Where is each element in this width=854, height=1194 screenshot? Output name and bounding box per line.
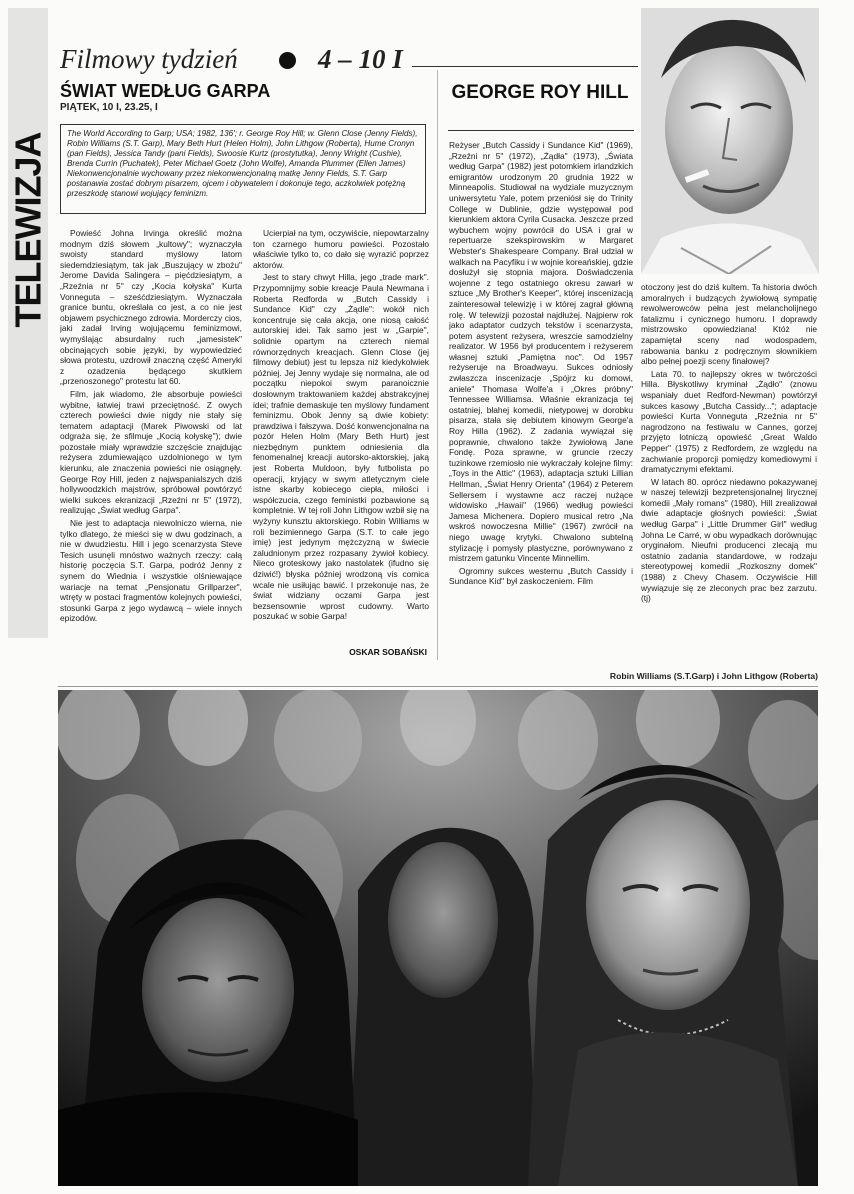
article-column-1 [60,228,242,688]
photo-caption: Robin Williams (S.T.Garp) i John Lithgow (Roberta) [609,671,818,681]
director-column-2 [641,282,817,660]
paragraph: Powieść Johna Irvinga określić można modnym dziś słowem „kultowy"; wyznaczyła swoisty standard myślowy latom siedemdziesiątym, tak jak „Buszujący w zbożu" Jerome Davida Salingera – pięćdziesiątym, a „Rzeźnia nr 5" czy „Kocia kołyska" Kurta Vonneguta – sześćdziesiątym. Wyznaczała granice buntu, określała co jest, a co nie jest objawem psychicznego zdrowia. Morderczy cios, jaki zadał Irving wojującemu feminizmowi, wymyślając absurdalny ruch „jamesistek" obcinających sobie języki, by wypowiedzieć słowa protestu, uzdrowił znaczną część Ameryki z ozadzenia będącego skutkiem „przenoszonego" protestu lat 60. [60,228,242,387]
paragraph: Jest to stary chwyt Hilla, jego „trade mark". Przypomnijmy sobie kreacje Paula Newmana i Roberta Redforda w „Butch Cassidy i Sundance Kid" czy „Żądle": wokół nich koncentruje się cała akcja, one niosą całość autorskiej idei. Tak samo jest w „Garpie", solidnie opartym na czterech niemal równorzędnych kreacjach. Glenn Close (jej filmowy debiut) jest tu lepsza niż kiedykolwiek później. Jej Jenny wydaje się normalna, ale od początku niepokoi swym paranoicznie dosłownym traktowaniem każdej abstrakcyjnej idei; trafnie demaskuje ten myślowy fundament feminizmu. Obok Jenny są dwie kobiety: prawdziwa i fałszywa. Dość konwencjonalna na pozór Helen Holm (Mary Beth Hurt) jest niezbędnym punktem odniesienia dla fenomenalnej kreacji autorsko-aktorskiej, jaką jest Roberta Muldoon, były futbolista po operacji, kryjący w swym atletycznym ciele istne skarby kobiecego ciepła, miłości i współczucia, czego feministki pozbawione są kompletnie. W tej roli John Lithgow wzbił się na wyżyny kunsztu aktorskiego. Robin Williams w roli bezimiennego Garpa (S.T. to całe jego imię) jest jedynym mężczyzną w świecie zaludnionym przez rozpasany żywioł kobiecy. Nieco groteskowy jako nastolatek (ifudno się dziwić!) błyska później wrodzoną vis comica wcale nie usiłując bawić. I przekonuje nas, że świat widziany oczami Garpa jest bezsensownie wprost cudowny. Warto poszukać w sobie Garpa! [253,272,429,622]
paragraph: Lata 70. to najlepszy okres w twórczości Hilla. Błyskotliwy kryminał „Żądło" (znowu wspaniały duet Redford-Newman) powtórzył sukces kasowy „Butcha Cassidy..."; adaptacje powieści Kurta Vonneguta „Rzeźnia nr 5" nagrodzono na festiwalu w Cannes, gorzej przyjęto lotniczą opowieść „Great Waldo Pepper" (1975) z Redfordem, ze względu na zachwianie proporcji pomiędzy komediowymi i dramatycznymi efektami. [641,368,817,475]
paragraph: Ucierpiał na tym, oczywiście, niepowtarzalny ton czarnego humoru powieści. Pozostało właściwie tylko to, co dało się wyrazić poprzez aktorów. [253,228,429,270]
header-dates: 4 – 10 I [318,44,403,74]
section-label-text: TELEWIZJA [7,132,48,328]
paragraph: Film, jak wiadomo, źle absorbuje powieści wybitne, łatwiej trawi przeciętność. Z owych czterech powieści dwie nigdy nie stały się tematem adaptacji (Marek Piwowski od lat odgraża się, że sfilmuje „Kocią kołyskę"); dwie pozostałe miały wprawdzie szczęście znajdując reżysera zdumiewająco uzdolnionego w tym kierunku, ale znaczenia powieści nie osiągnęły. George Roy Hill, jeden z najwspanialszych dziś hollywoodzkich majstrów, spróbował powtórzyć wielki sukces ekranizacji „Rzeźni nr 5" (1972), realizując „Świat według Garpa". [60,388,242,516]
header-title: Filmowy tydzień [60,44,238,74]
broadcast-time: PIĄTEK, 10 I, 23.25, I [60,102,158,113]
paragraph: Ogromny sukces westernu „Butch Cassidy i Sundance Kid" był zaskoczeniem. Film [449,565,633,587]
director-portrait-photo [641,8,819,274]
film-still-image [58,690,818,1186]
paragraph: Reżyser „Butch Cassidy i Sundance Kid" (1969), „Rzeźni nr 5" (1972), „Żądła" (1973), „Świata według Garpa" (1982) jest potomkiem irlandzkich emigrantów urodzonym 20 grudnia 1922 w Minneapolis. Studiował na wydziale muzycznym uniwersytetu Yale, potem przeniósł się do Trinity College w Dublinie, gdzie występował pod kierunkiem aktora Cyrila Cusacka. Jeszcze przed wybuchem wojny powrócił do USA i grał w repertuarze szekspirowskim w Margaret Webster's Shakespeare Company. Brał udział w walkach na Pacyfiku i w wojnie koreańskiej, gdzie dosłużył się stopnia majora. Doświadczenia wojenne z tego ostatniego okresu zawarł w sztuce „My Brother's Keeper", której inscenizacją zainteresował telewizję i w której zagrał główną rolę. W telewizji pozostał najdłużej. Najpierw rok jako adaptator cudzych tekstów i scenarzysta, potem asystent reżysera, wreszcie samodzielny realizator. W 1956 był producentem i reżyserem własnej sztuki „Pamiętna noc". Od 1957 reżyseruje na Broadwayu. Sukces odniosły zwłaszcza inscenizacje „Spójrz ku domowi, aniele" Thomasa Wolfe'a i „Okres próbny" Tennessee Williamsa. Właśnie ekranizacja tej ostatniej, błahej komedii, nietypowej w dorobku pisarza, stała się debiutem kinowym George'a Roy Hilla (1962). Z zadania wywiązał się poprawnie, chwalono także żywiołową Jane Fondę. Poza sprawne, w gruncie rzeczy tuzinkowe rzemiosło nie wykraczały kolejne filmy: „Toys in the Attic" (1963), adaptacja sztuki Lillian Hellman, „Świat Henry Orienta" (1964) z Peterem Sellersem i wystawne acz raczej nużące widowisko „Hawaii" (1966) według powieści Jamesa Michenera. Dopiero musical retro „Na wskroś nowoczesna Millie" (1967) zwrócił na niego uwagę krytyki. Chwalono subtelną stylizację i pomysły plastyczne, porównywano z mistrzem gatunku Vincente Minnellim. [449,140,633,564]
director-column-1 [449,140,633,660]
portrait-image [641,8,819,274]
article-column-2 [253,228,429,648]
caption-rule [58,686,818,687]
paragraph: otoczony jest do dziś kultem. Ta historia dwóch amoralnych i budzących żywiołową sympatię rewolwerowców pełna jest melancholijnego fatalizmu i cynicznego humoru. I doprawdy mistrzowsko opowiedziana! Któż nie zapamiętał sceny nad wodospadem, rabowania banku z podręcznym słownikiem albo pełnej poezji sceny finałowej? [641,282,817,367]
film-credits: The World According to Garp; USA; 1982, 136'; r. George Roy Hill; w. Glenn Close (Jenny Fields), Robin Williams (S.T. Garp), Mary Beth Hurt (Helen Holm), John Lithgow (Roberta), Hume Cronyn (pan Fields), Jessica Tandy (pani Fields), Swoosie Kurtz (prostytutka), Jenny Wright (Cushie), Brenda Currin (Puchatek), Peter Michael Goetz (John Wolfe), Amanda Plummer (Ellen James) [67,129,418,168]
paragraph: W latach 80. oprócz niedawno pokazywanej w naszej telewizji bezpretensjonalnej lirycznej komedii „Mały romans" (1980), Hill zrealizował dwie adaptacje głośnych powieści: „Świat według Garpa" i „Little Drummer Girl" według Johna Le Carré, w obu wypadkach dorównując oryginałom. Nieufni producenci zlecają mu ostatnio zadania standardowe, w rodzaju stereotypowej komedii „Rozkoszny domek" (1988) z Chevy Chasem. Oczywiście Hill wywiązuje się ze zleconych prac bez zarzutu. (tj) [641,476,817,604]
director-name: GEORGE ROY HILL [451,82,629,103]
bullet-dot-icon [279,52,296,69]
film-still-photo [58,690,818,1186]
article-author: OSKAR SOBAŃSKI [349,647,427,657]
film-blurb: Niekonwencjonalnie wychowany przez niekonwencjonalną matkę Jenny Fields, S.T. Garp postanawia zostać dobrym pisarzem, ojcem i obywatelem i dokonuje tego, aczkolwiek potężną przeszkodę stanowi wojujący feminizm. [67,169,406,198]
section-label [6,130,50,330]
column-divider [437,70,438,660]
director-title-rule [448,130,634,131]
header-rule [412,66,638,67]
paragraph: Nie jest to adaptacja niewolniczo wierna, nie tylko dlatego, że mieści się w dwu godzinach, a nie w dwudziestu. Hill i jego scenarzysta Steve Tesich usunęli mnóstwo ważnych rzeczy: całą historię poczęcia S.T. Garpa, podróż Jenny z synem do Wiednia i wszystkie olśniewające wariacje na temat „Pensjonatu Grillparzer", wtręty w postaci fragmentów kolejnych powieści, stosunki Garpa z jego wydawcą – wiele innych epizodów. [60,518,242,624]
credits-box [60,124,426,214]
film-title: ŚWIAT WEDŁUG GARPA [60,81,271,101]
